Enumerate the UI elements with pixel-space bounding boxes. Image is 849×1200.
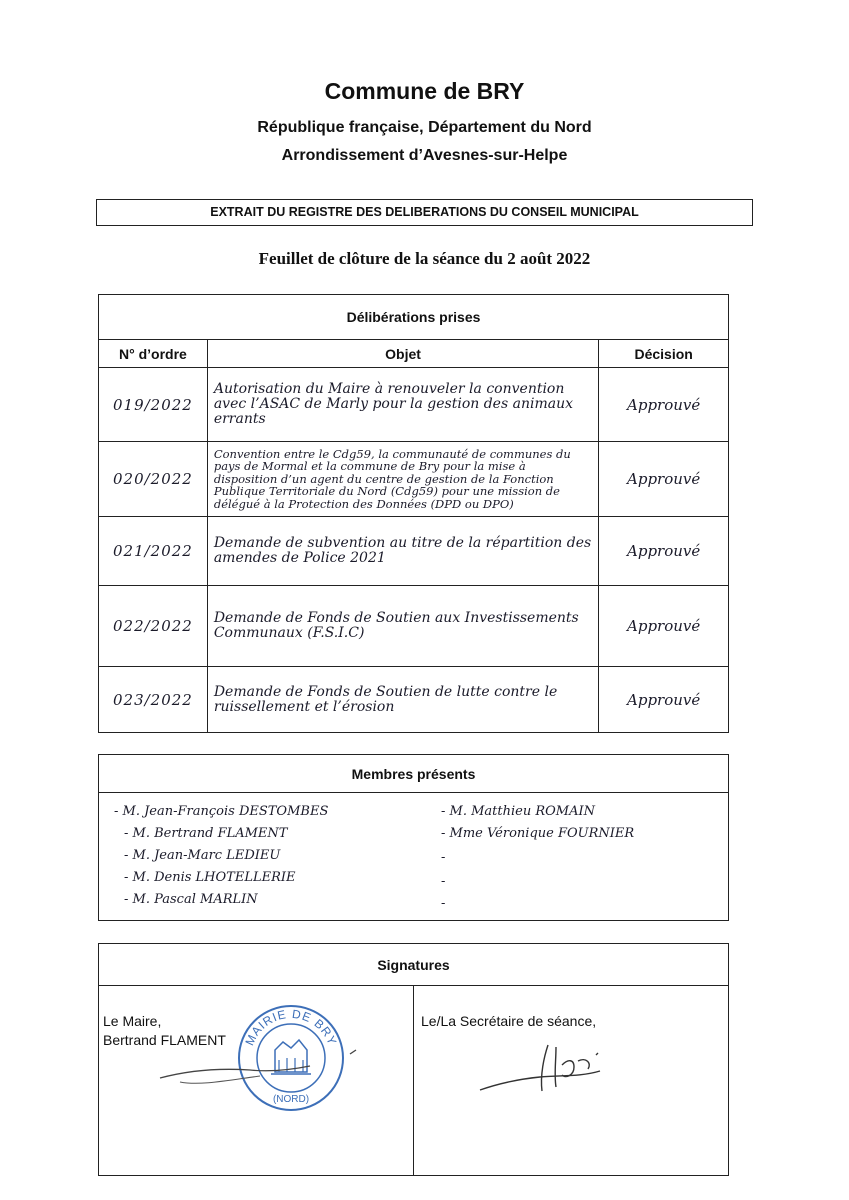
membres-list (98, 792, 728, 920)
member-left-2: - M. Bertrand FLAMENT (124, 826, 288, 841)
row-objet: Demande de Fonds de Soutien de lutte contre le ruissellement et l’érosion (207, 667, 598, 733)
secretaire-label: Le/La Secrétaire de séance, (421, 1013, 597, 1029)
row-num: 020/2022 (99, 442, 208, 517)
deliberations-table (98, 294, 729, 733)
row-num: 021/2022 (99, 517, 208, 586)
stamp-bottom-text: (NORD) (272, 1094, 310, 1105)
member-right-2: - Mme Véronique FOURNIER (441, 826, 635, 841)
republique-line: République française, Département du Nord (257, 119, 592, 136)
deliberations-heading: Délibérations prises (99, 295, 729, 340)
table-row (99, 586, 729, 667)
maire-label: Le Maire, (103, 1013, 162, 1029)
row-objet: Autorisation du Maire à renouveler la convention avec l’ASAC de Marly pour la gestion des animaux errants (207, 368, 598, 442)
row-num: 023/2022 (99, 667, 208, 733)
arrondissement-line: Arrondissement d’Avesnes-sur-Helpe (281, 147, 568, 164)
row-decision: Approuvé (599, 667, 729, 733)
maire-signature (150, 1040, 370, 1100)
col-objet-header: Objet (207, 340, 598, 368)
row-num: 019/2022 (99, 368, 208, 442)
row-decision: Approuvé (599, 517, 729, 586)
row-decision: Approuvé (599, 368, 729, 442)
row-num: 022/2022 (99, 586, 208, 667)
commune-title: Commune de BRY (324, 78, 525, 104)
member-right-5: - (441, 896, 446, 911)
feuillet-title: Feuillet de clôture de la séance du 2 août 2022 (258, 249, 591, 268)
table-row (99, 667, 729, 733)
membres-heading: Membres présents (99, 755, 729, 793)
member-right-4: - (441, 874, 446, 889)
row-decision: Approuvé (599, 442, 729, 517)
row-decision: Approuvé (599, 586, 729, 667)
table-row (99, 517, 729, 586)
member-left-4: - M. Denis LHOTELLERIE (124, 870, 296, 885)
row-objet: Demande de subvention au titre de la répartition des amendes de Police 2021 (207, 517, 598, 586)
member-right-3: - (441, 850, 446, 865)
member-left-1: - M. Jean-François DESTOMBES (114, 804, 329, 819)
col-num-header: N° d’ordre (99, 340, 208, 368)
table-row (99, 368, 729, 442)
extrait-banner: EXTRAIT DU REGISTRE DES DELIBERATIONS DU CONSEIL MUNICIPAL (96, 199, 753, 226)
row-objet: Demande de Fonds de Soutien aux Investissements Communaux (F.S.I.C) (207, 586, 598, 667)
signatures-heading: Signatures (99, 944, 729, 986)
row-objet: Convention entre le Cdg59, la communauté de communes du pays de Mormal et la commune de Bry pour la mise à disposition d’un agent du centre de gestion de la Fonction Publique Territoriale du Nord (Cdg59) pour une mission de délégué à la Protection des Données (DPD ou DPO) (207, 442, 598, 517)
col-decision-header: Décision (599, 340, 729, 368)
member-right-1: - M. Matthieu ROMAIN (441, 804, 595, 819)
member-left-5: - M. Pascal MARLIN (124, 892, 258, 907)
table-row (99, 442, 729, 517)
member-left-3: - M. Jean-Marc LEDIEU (124, 848, 281, 863)
maire-name: Bertrand FLAMENT (103, 1032, 226, 1048)
stamp-top-text: MAIRIE DE BRY (242, 1006, 340, 1048)
secretaire-signature (470, 1035, 620, 1105)
